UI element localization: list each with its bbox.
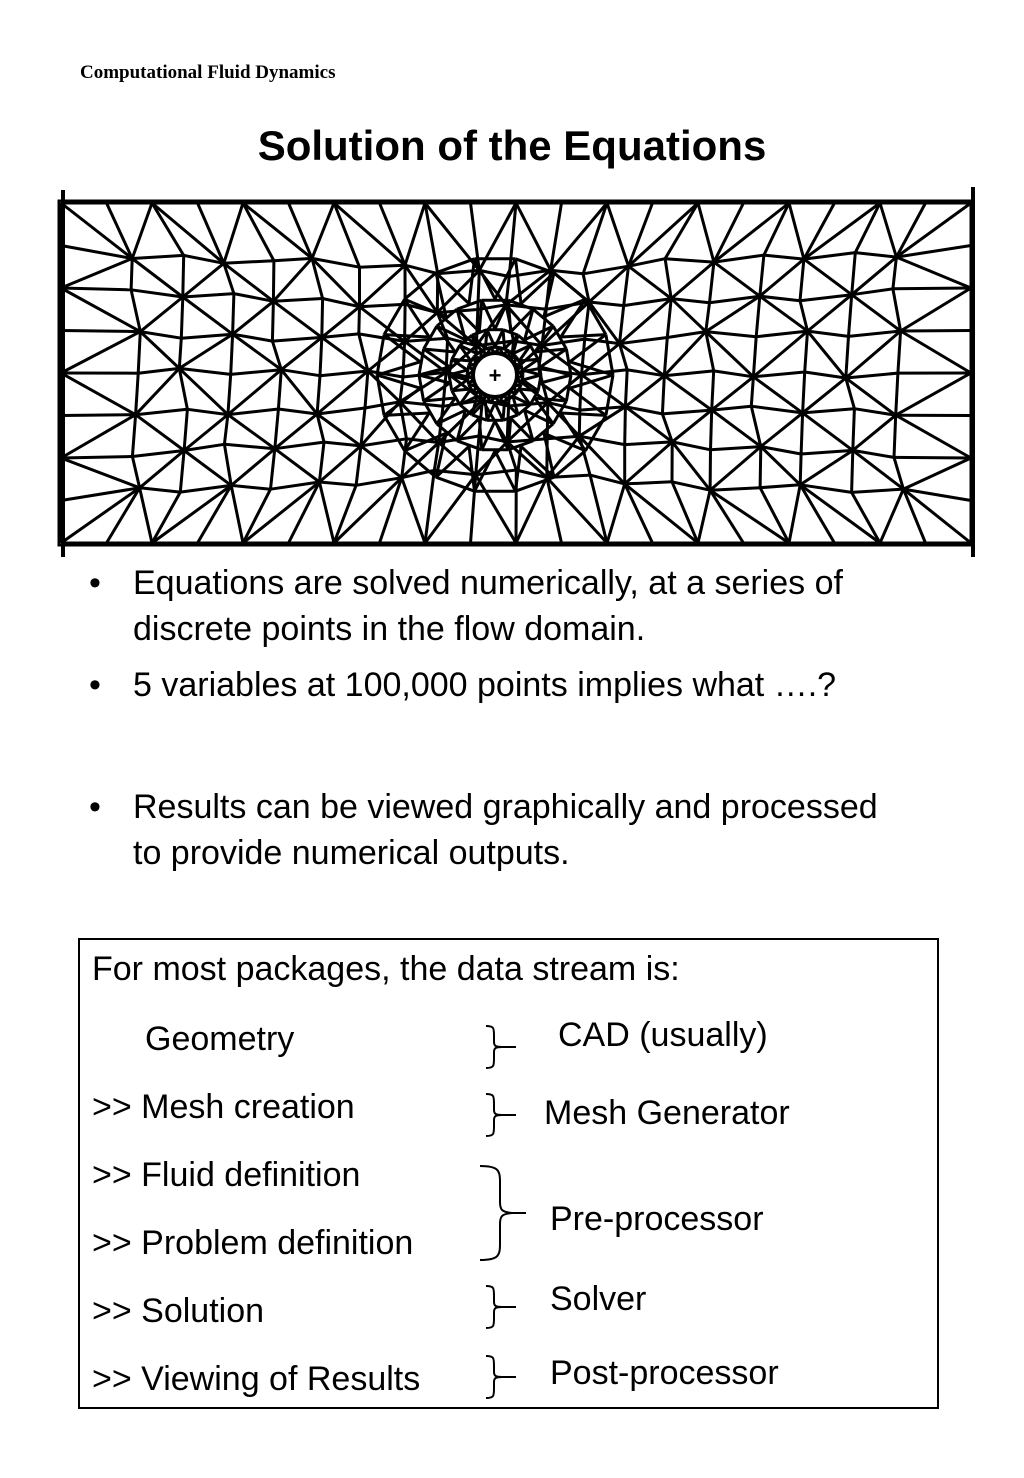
mesh-edge [377, 362, 420, 375]
mesh-edge [764, 255, 804, 259]
mesh-edge [61, 458, 140, 488]
mesh-edge [880, 489, 903, 543]
mesh-edge [629, 266, 672, 298]
mesh-edge [585, 415, 606, 450]
mesh-edge [476, 436, 479, 475]
mesh-edge [800, 450, 853, 484]
mesh-edge [140, 488, 181, 492]
mesh-edge [624, 266, 629, 305]
step-solution: >> Solution [92, 1292, 265, 1330]
mesh-edge [131, 259, 132, 290]
mesh-edge [231, 370, 282, 375]
mesh-edge [710, 447, 761, 491]
bullet-dot: • [89, 666, 101, 704]
mesh-edge [805, 372, 846, 378]
mesh-edge [753, 337, 756, 377]
mesh-edge [880, 203, 896, 257]
mesh-edge [751, 377, 753, 406]
mesh-edge [140, 297, 183, 332]
mesh-edge [789, 203, 804, 259]
mesh-edge [711, 410, 712, 450]
mesh-edge [184, 409, 187, 450]
mesh-edge [132, 203, 152, 259]
mesh-edge [322, 299, 323, 338]
mesh-edge [319, 482, 334, 543]
mesh-edge [760, 485, 800, 488]
mesh-edge [275, 409, 279, 449]
mesh-edge [312, 203, 334, 258]
mesh-edge [664, 338, 667, 376]
mesh-edge [224, 261, 274, 264]
mesh-edge [764, 203, 789, 255]
mesh-edge [667, 299, 671, 338]
mesh-edge [319, 446, 361, 482]
mesh-edge [136, 368, 180, 414]
mesh-edge [183, 294, 234, 297]
mesh-edge [625, 407, 626, 445]
mesh-edge [896, 257, 971, 288]
mesh-edge [756, 296, 760, 337]
mesh-edge [712, 371, 714, 410]
mesh-edge [625, 442, 673, 445]
mesh-edge [664, 376, 711, 410]
mesh-edge [272, 301, 273, 341]
mesh-edge [583, 203, 607, 274]
mesh-edge [665, 203, 698, 259]
mesh-edge [273, 258, 312, 301]
mesh-edge [803, 409, 855, 413]
mesh-edge [846, 331, 901, 378]
mesh-edge [425, 203, 438, 274]
mesh-edge [803, 378, 846, 413]
mesh-edge [896, 373, 971, 415]
mesh-edge [800, 454, 801, 485]
bullet-item [85, 560, 985, 652]
mesh-edge [665, 259, 671, 299]
mesh-edge [760, 259, 804, 296]
mesh-edge [132, 457, 139, 488]
mesh-edge [620, 306, 624, 344]
mesh-edge [228, 374, 231, 414]
mesh-edge [152, 203, 224, 263]
mesh-edge [714, 203, 789, 262]
mesh-edge [625, 376, 664, 407]
tool-pre-processor: Pre-processor [550, 1200, 764, 1238]
mesh-edge [760, 447, 761, 488]
mesh-edge [61, 488, 140, 501]
mesh-edge [233, 301, 274, 334]
mesh-edge [402, 478, 425, 543]
mesh-edge [476, 475, 516, 543]
mesh-edge [804, 203, 835, 259]
mesh-edge [61, 331, 140, 332]
mesh-edge [893, 288, 971, 289]
mesh-edge [516, 478, 547, 544]
step-geometry: Geometry [145, 1020, 295, 1058]
mesh-edge [224, 415, 228, 445]
mesh-edge [589, 302, 624, 306]
mesh-edge [152, 492, 180, 543]
mesh-edge [359, 307, 360, 334]
mesh-edge [852, 489, 904, 492]
bullet-dot: • [89, 564, 101, 602]
mesh-edge [846, 336, 849, 378]
mesh-edge [805, 331, 808, 372]
step-problem-definition: >> Problem definition [92, 1224, 414, 1262]
mesh-edge [714, 203, 744, 262]
mesh-edge [803, 372, 805, 413]
mesh-edge [853, 415, 896, 450]
mesh-edge [800, 485, 834, 543]
mesh-edge [278, 409, 317, 414]
mesh-edge [61, 288, 140, 332]
mesh-edge [801, 450, 853, 454]
mesh-edge [180, 451, 184, 493]
bullet-text: to provide numerical outputs. [133, 834, 570, 872]
step-fluid-definition: >> Fluid definition [92, 1156, 361, 1194]
brace-icon [480, 1352, 530, 1402]
mesh-edge [281, 337, 322, 369]
mesh-edge [132, 415, 135, 457]
mesh-edge [319, 482, 356, 485]
mesh-edge [183, 263, 224, 297]
mesh-edge [138, 332, 140, 374]
mesh-edge [320, 337, 322, 375]
mesh-edge [710, 262, 714, 303]
mesh-edge [561, 335, 606, 337]
mesh-edge [271, 449, 275, 490]
mesh-edge [231, 334, 233, 374]
mesh-edge [278, 370, 281, 409]
mesh-edge [803, 413, 853, 451]
mesh-edge [852, 492, 880, 543]
mesh-edge [274, 258, 312, 260]
mesh-edge [706, 332, 756, 337]
mesh-edge [132, 255, 184, 258]
mesh-edge [384, 335, 429, 337]
mesh-illustration [55, 185, 981, 559]
mesh-edge [585, 302, 589, 339]
mesh-edge [334, 203, 405, 265]
mesh-edge [273, 261, 274, 302]
mesh-edge [485, 401, 487, 420]
mesh-edge [377, 375, 384, 415]
mesh-edge [625, 484, 653, 543]
brace-icon [480, 1090, 530, 1140]
mesh-edge [181, 297, 183, 338]
mesh-edge [138, 368, 179, 373]
mesh-edge [273, 301, 321, 337]
mesh-edge [808, 331, 849, 336]
bullet-text: Equations are solved numerically, at a series of [133, 564, 843, 602]
mesh-edge [136, 415, 185, 451]
mesh-edge [384, 415, 405, 450]
mesh-edge [231, 485, 270, 489]
mesh-edge [554, 273, 585, 299]
mesh-edge [901, 331, 971, 332]
mesh-edge [698, 203, 714, 262]
mesh-edge [846, 373, 898, 378]
mesh-edge [789, 485, 800, 543]
mesh-edge [289, 482, 320, 543]
bullet-dot: • [89, 788, 101, 826]
mesh-edge [61, 415, 136, 416]
mesh-edge [405, 338, 448, 341]
mesh-edge [808, 331, 846, 378]
mesh-edge [61, 488, 140, 543]
mesh-edge [849, 331, 901, 336]
mesh-edge [179, 338, 181, 368]
mesh-edge [710, 490, 789, 543]
mesh-edge [760, 255, 764, 296]
mesh-edge [855, 253, 896, 258]
mesh-edge [625, 482, 672, 484]
mesh-edge [804, 259, 852, 295]
mesh-edge [710, 490, 743, 543]
mesh-edge [893, 257, 897, 289]
mesh-edge [706, 303, 710, 332]
mesh-edge [320, 371, 368, 376]
tool-solver: Solver [550, 1280, 647, 1318]
mesh-edge [901, 331, 971, 373]
mesh-edge [179, 368, 230, 374]
mesh-edge [662, 376, 664, 414]
mesh-edge [478, 270, 480, 309]
mesh-edge [607, 203, 629, 266]
mesh-edge [894, 415, 896, 457]
mesh-edge [853, 409, 855, 451]
mesh-edge [360, 265, 406, 307]
mesh-edge [570, 375, 613, 388]
mesh-edge [183, 297, 233, 334]
data-stream-intro: For most packages, the data stream is: [92, 950, 680, 988]
mesh-edge [561, 413, 606, 415]
mesh-edge [365, 371, 368, 408]
mesh-edge [377, 335, 384, 375]
mesh-edge [503, 330, 505, 349]
mesh-edge [198, 203, 224, 263]
mesh-edge [570, 388, 606, 415]
mesh-edge [317, 376, 320, 414]
mesh-edge [231, 449, 275, 486]
mesh-edge [61, 415, 136, 458]
mesh-edge [753, 331, 807, 377]
mesh-edge [625, 370, 627, 407]
mesh-edge [61, 288, 131, 290]
mesh-edge [852, 253, 856, 295]
mesh-edge [585, 339, 620, 344]
mesh-edge [179, 334, 232, 368]
mesh-edge [849, 295, 852, 337]
mesh-edge [228, 370, 281, 415]
mesh-edge [804, 203, 880, 259]
mesh-edge [898, 331, 901, 373]
mesh-edge [198, 485, 232, 543]
mesh-edge [896, 373, 898, 415]
mesh-edge [272, 337, 321, 341]
mesh-edge [243, 203, 274, 261]
mesh-edge [361, 446, 402, 478]
mesh-edge [281, 370, 317, 414]
mesh-edge [672, 410, 712, 442]
mesh-edge [61, 203, 132, 259]
mesh-edge [580, 375, 582, 410]
mesh-edge [61, 259, 132, 289]
mesh-edge [152, 485, 231, 543]
mesh-edge [495, 259, 516, 299]
mesh-edge [360, 265, 406, 267]
tool-mesh-generator: Mesh Generator [544, 1094, 790, 1132]
mesh-edge [540, 375, 571, 383]
bullet-item [85, 784, 985, 876]
mesh-edge [136, 409, 188, 414]
mesh-edge [800, 259, 804, 301]
bullet-item [85, 662, 985, 708]
mesh-edge [243, 482, 319, 543]
page-title: Solution of the Equations [257, 122, 767, 169]
course-header: Computational Fluid Dynamics [80, 62, 336, 83]
mesh-edge [671, 299, 706, 332]
mesh-edge [761, 413, 803, 447]
mesh-edge [152, 203, 184, 255]
mesh-edge [901, 288, 971, 331]
mesh-edge [107, 488, 140, 543]
mesh-edge [136, 373, 139, 415]
mesh-edge [625, 442, 673, 484]
mesh-edge [131, 290, 140, 332]
mesh-edge [801, 413, 803, 454]
mesh-edge [405, 273, 436, 299]
mesh-edge [356, 446, 361, 485]
mesh-edge [322, 307, 360, 338]
mesh-edge [800, 485, 880, 543]
mesh-edge [753, 372, 804, 377]
mesh-edge [224, 444, 231, 485]
mesh-edge [443, 372, 446, 406]
brace-icon [478, 1162, 538, 1264]
bullet-text: discrete points in the flow domain. [133, 610, 646, 648]
mesh-edge [482, 300, 495, 329]
bullet-text: 5 variables at 100,000 points implies what ….? [133, 666, 837, 704]
mesh-edge [61, 373, 136, 415]
mesh-edge [319, 442, 324, 482]
mesh-edge [852, 295, 901, 331]
mesh-edge [698, 490, 710, 543]
mesh-edge [894, 457, 971, 458]
brace-icon [480, 1282, 530, 1332]
data-stream-box [78, 938, 939, 1409]
mesh-edge [896, 203, 925, 257]
bullet-text: Results can be viewed graphically and processed [133, 788, 878, 826]
mesh-edge [243, 489, 271, 543]
tool-cad: CAD (usually) [558, 1016, 768, 1054]
mesh-edge [405, 203, 425, 265]
mesh-edge [224, 203, 243, 263]
mesh-edge [903, 458, 971, 489]
bullet-list [85, 560, 985, 876]
tool-post-processor: Post-processor [550, 1354, 779, 1392]
mesh-edge [479, 300, 482, 332]
mesh-edge [711, 447, 761, 450]
mesh-edge [183, 255, 184, 297]
mesh-edge [671, 262, 714, 299]
mesh-edge [140, 488, 152, 543]
mesh-edge [607, 484, 625, 543]
mesh-edge [896, 203, 971, 257]
mesh-edge [231, 485, 243, 543]
mesh-edge [275, 449, 320, 482]
mesh-edge [852, 450, 853, 492]
mesh-edge [482, 421, 495, 450]
mesh-edge [714, 262, 760, 296]
mesh-edge [665, 259, 714, 262]
mesh-edge [228, 415, 275, 449]
mesh-edge [360, 304, 406, 306]
mesh-edge [582, 339, 585, 375]
mesh-edge [61, 457, 132, 459]
mesh-edge [184, 451, 231, 486]
step-viewing-results: >> Viewing of Results [92, 1360, 421, 1398]
brace-icon [480, 1022, 530, 1072]
mesh-edge [896, 415, 971, 458]
mesh-edge [403, 341, 405, 377]
mesh-edge [61, 332, 140, 373]
mesh-edge [400, 402, 443, 407]
mesh-edge [233, 294, 234, 335]
mesh-edge [662, 410, 711, 414]
mesh-edge [710, 488, 760, 491]
step-mesh-creation: >> Mesh creation [92, 1088, 355, 1126]
mesh-edge [273, 299, 322, 302]
svg-text:+: + [488, 363, 502, 388]
mesh-edge [664, 371, 713, 376]
